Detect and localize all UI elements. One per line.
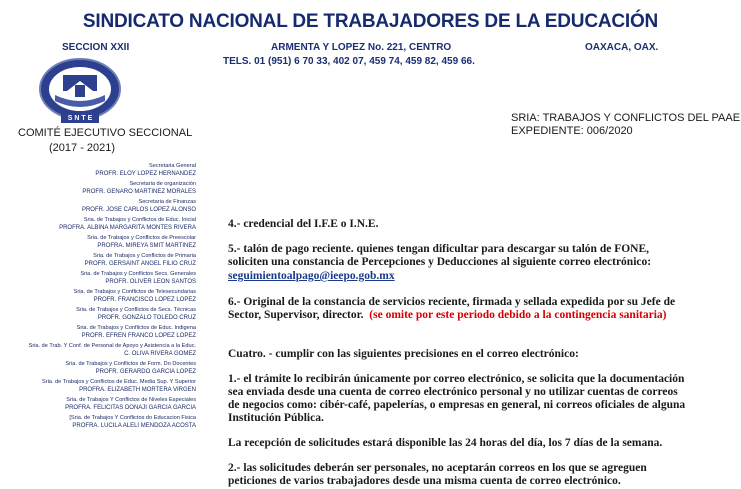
roster-name: PROFR. GONZALO TOLEDO CRUZ: [97, 315, 196, 321]
point-1-line-4: Institución Pública.: [228, 412, 324, 424]
item-6-line-2-row: [228, 309, 666, 323]
point-1-line-1: 1.- el trámite lo recibirán únicamente por correo electrónico, se solicita que la documentación: [228, 373, 685, 385]
committee-period: (2017 - 2021): [49, 142, 116, 154]
roster-role: Sria. de Trabajos y Conflictos de Form. Do Docentes: [65, 361, 196, 367]
roster-name: PROFR. GENARO MARTINEZ MORALES: [82, 189, 196, 195]
item-5-line-2: soliciten una constancia de Percepciones y Deducciones al siguiente correo electrónico:: [228, 256, 652, 268]
roster-role: Sria. de Trabajos y Conflictos de Educ. Inicial: [83, 217, 196, 223]
logo-lettering: S N T E: [67, 115, 93, 122]
city: OAXACA, OAX.: [585, 42, 659, 53]
roster-name: PROFRA. ELIZABETH MORTERA VIRGEN: [79, 387, 196, 393]
roster-name: PROFR. GERARDO GARCIA LOPEZ: [95, 369, 196, 375]
roster-name: PROFR. EFREN FRANCO LOPEZ LOPEZ: [81, 333, 196, 339]
availability-note: La recepción de solicitudes estará disponible las 24 horas del día, los 7 días de la semana.: [228, 437, 663, 449]
roster-role: Sria. de Trabajos y Conflictos Secs. Generales: [80, 271, 196, 277]
roster-role: Sria. de Trabajos y Conflictos de Educ. Indigena: [76, 325, 196, 331]
point-1-line-2: sea enviada desde una cuenta de correo electrónico personal y no utilizar cuentas de correos: [228, 386, 678, 398]
office-reference: SRIA: TRABAJOS Y CONFLICTOS DEL PAAE: [511, 112, 741, 124]
phone-numbers: TELS. 01 (951) 6 70 33, 402 07, 459 74, 459 82, 459 66.: [223, 56, 475, 67]
union-title: SINDICATO NACIONAL DE TRABAJADORES DE LA EDUCACIÓN: [82, 11, 659, 32]
roster-role: Sria. de Trabajos y Conflictos de Educ. Media Sup. Y Superior: [41, 379, 196, 385]
roster-name: PROFR. OLIVER LEON SANTOS: [105, 279, 196, 285]
committee-roster: [0, 163, 196, 433]
file-number: EXPEDIENTE: 006/2020: [511, 125, 633, 137]
item-6-line-2: Sector, Supervisor, director.: [228, 309, 364, 321]
roster-role: Sria. de Trabajos y Conflictos de Telesecundarias: [73, 289, 196, 295]
roster-name: PROFRA. LUCILA ALELI MENDOZA ACOSTA: [72, 423, 196, 429]
section-label: SECCION XXII: [62, 42, 130, 53]
roster-name: PROFRA. FELICITAS DONAJI GARCIA GARCIA: [65, 405, 196, 411]
sanitary-note: (se omite por este periodo debido a la contingencia sanitaria): [369, 309, 667, 321]
roster-role: Sria. de Trabajos y Conflictos de Preescolar: [87, 235, 196, 241]
roster-role: Sria. de Trabajos y Conflictos de Secs. Técnicas: [76, 307, 196, 313]
roster-role: Sria. de Trabajos y Conflictos de Primaria: [93, 253, 196, 259]
roster-name: PROFR. ELOY LOPEZ HERNANDEZ: [95, 171, 196, 177]
point-1-line-3: de negocios como: cibér-café, papelerías, o empresas en general, ni correos oficiales de alguna: [228, 399, 686, 411]
roster-name: PROFR. GERSAINT ANGEL FILIO CRUZ: [84, 261, 196, 267]
roster-name: PROFR. FRANCISCO LOPEZ LOPEZ: [93, 297, 196, 303]
point-cuatro: Cuatro. - cumplir con las siguientes precisiones en el correo electrónico:: [228, 348, 579, 360]
item-6-line-1: 6.- Original de la constancia de servicios reciente, firmada y sellada expedida por su Jefe de: [228, 296, 676, 308]
roster-role: Secretaria de Finanzas: [138, 199, 196, 205]
roster-role: Sria. de Trab. Y Conf. de Personal de Apoyo y Asistencia a la Educ.: [28, 343, 196, 349]
point-2-line-1: 2.- las solicitudes deberán ser personales, no aceptarán correos en los que se agreguen: [228, 462, 647, 474]
roster-name: PROFR. JOSE CARLOS LOPEZ ALONSO: [81, 207, 196, 213]
roster-role: Sria. de Trabajos Y Conflictos de Niveles Especiales: [66, 397, 196, 403]
item-5-line-1: 5.- talón de pago reciente. quienes tengan dificultar para descargar su talón de FONE,: [228, 243, 650, 255]
point-2-line-2: peticiones de varios trabajadores desde una misma cuenta de correo electrónico.: [228, 475, 621, 487]
roster-role: Secretaria de organización: [129, 181, 196, 187]
roster-name: PROFRA. MIREYA SMIT MARTINEZ: [97, 243, 196, 249]
snte-logo-icon: [33, 55, 128, 127]
address: ARMENTA Y LOPEZ No. 221, CENTRO: [271, 42, 452, 53]
email-link[interactable]: seguimientoalpago@ieepo.gob.mx: [228, 270, 395, 282]
roster-name: PROFRA. ALBINA MARGARITA MONTES RIVERA: [59, 225, 196, 231]
roster-role: [Sria. de Trabajos Y Conflictos do Educacion Fisica: [69, 415, 196, 421]
roster-role: Secretaria General: [149, 163, 196, 169]
roster-name: C. OLIVA RIVERA GOMEZ: [124, 351, 196, 357]
committee-title: COMITÉ EJECUTIVO SECCIONAL: [18, 127, 193, 139]
item-4: 4.- credencial del I.F.E o I.N.E.: [228, 218, 379, 230]
